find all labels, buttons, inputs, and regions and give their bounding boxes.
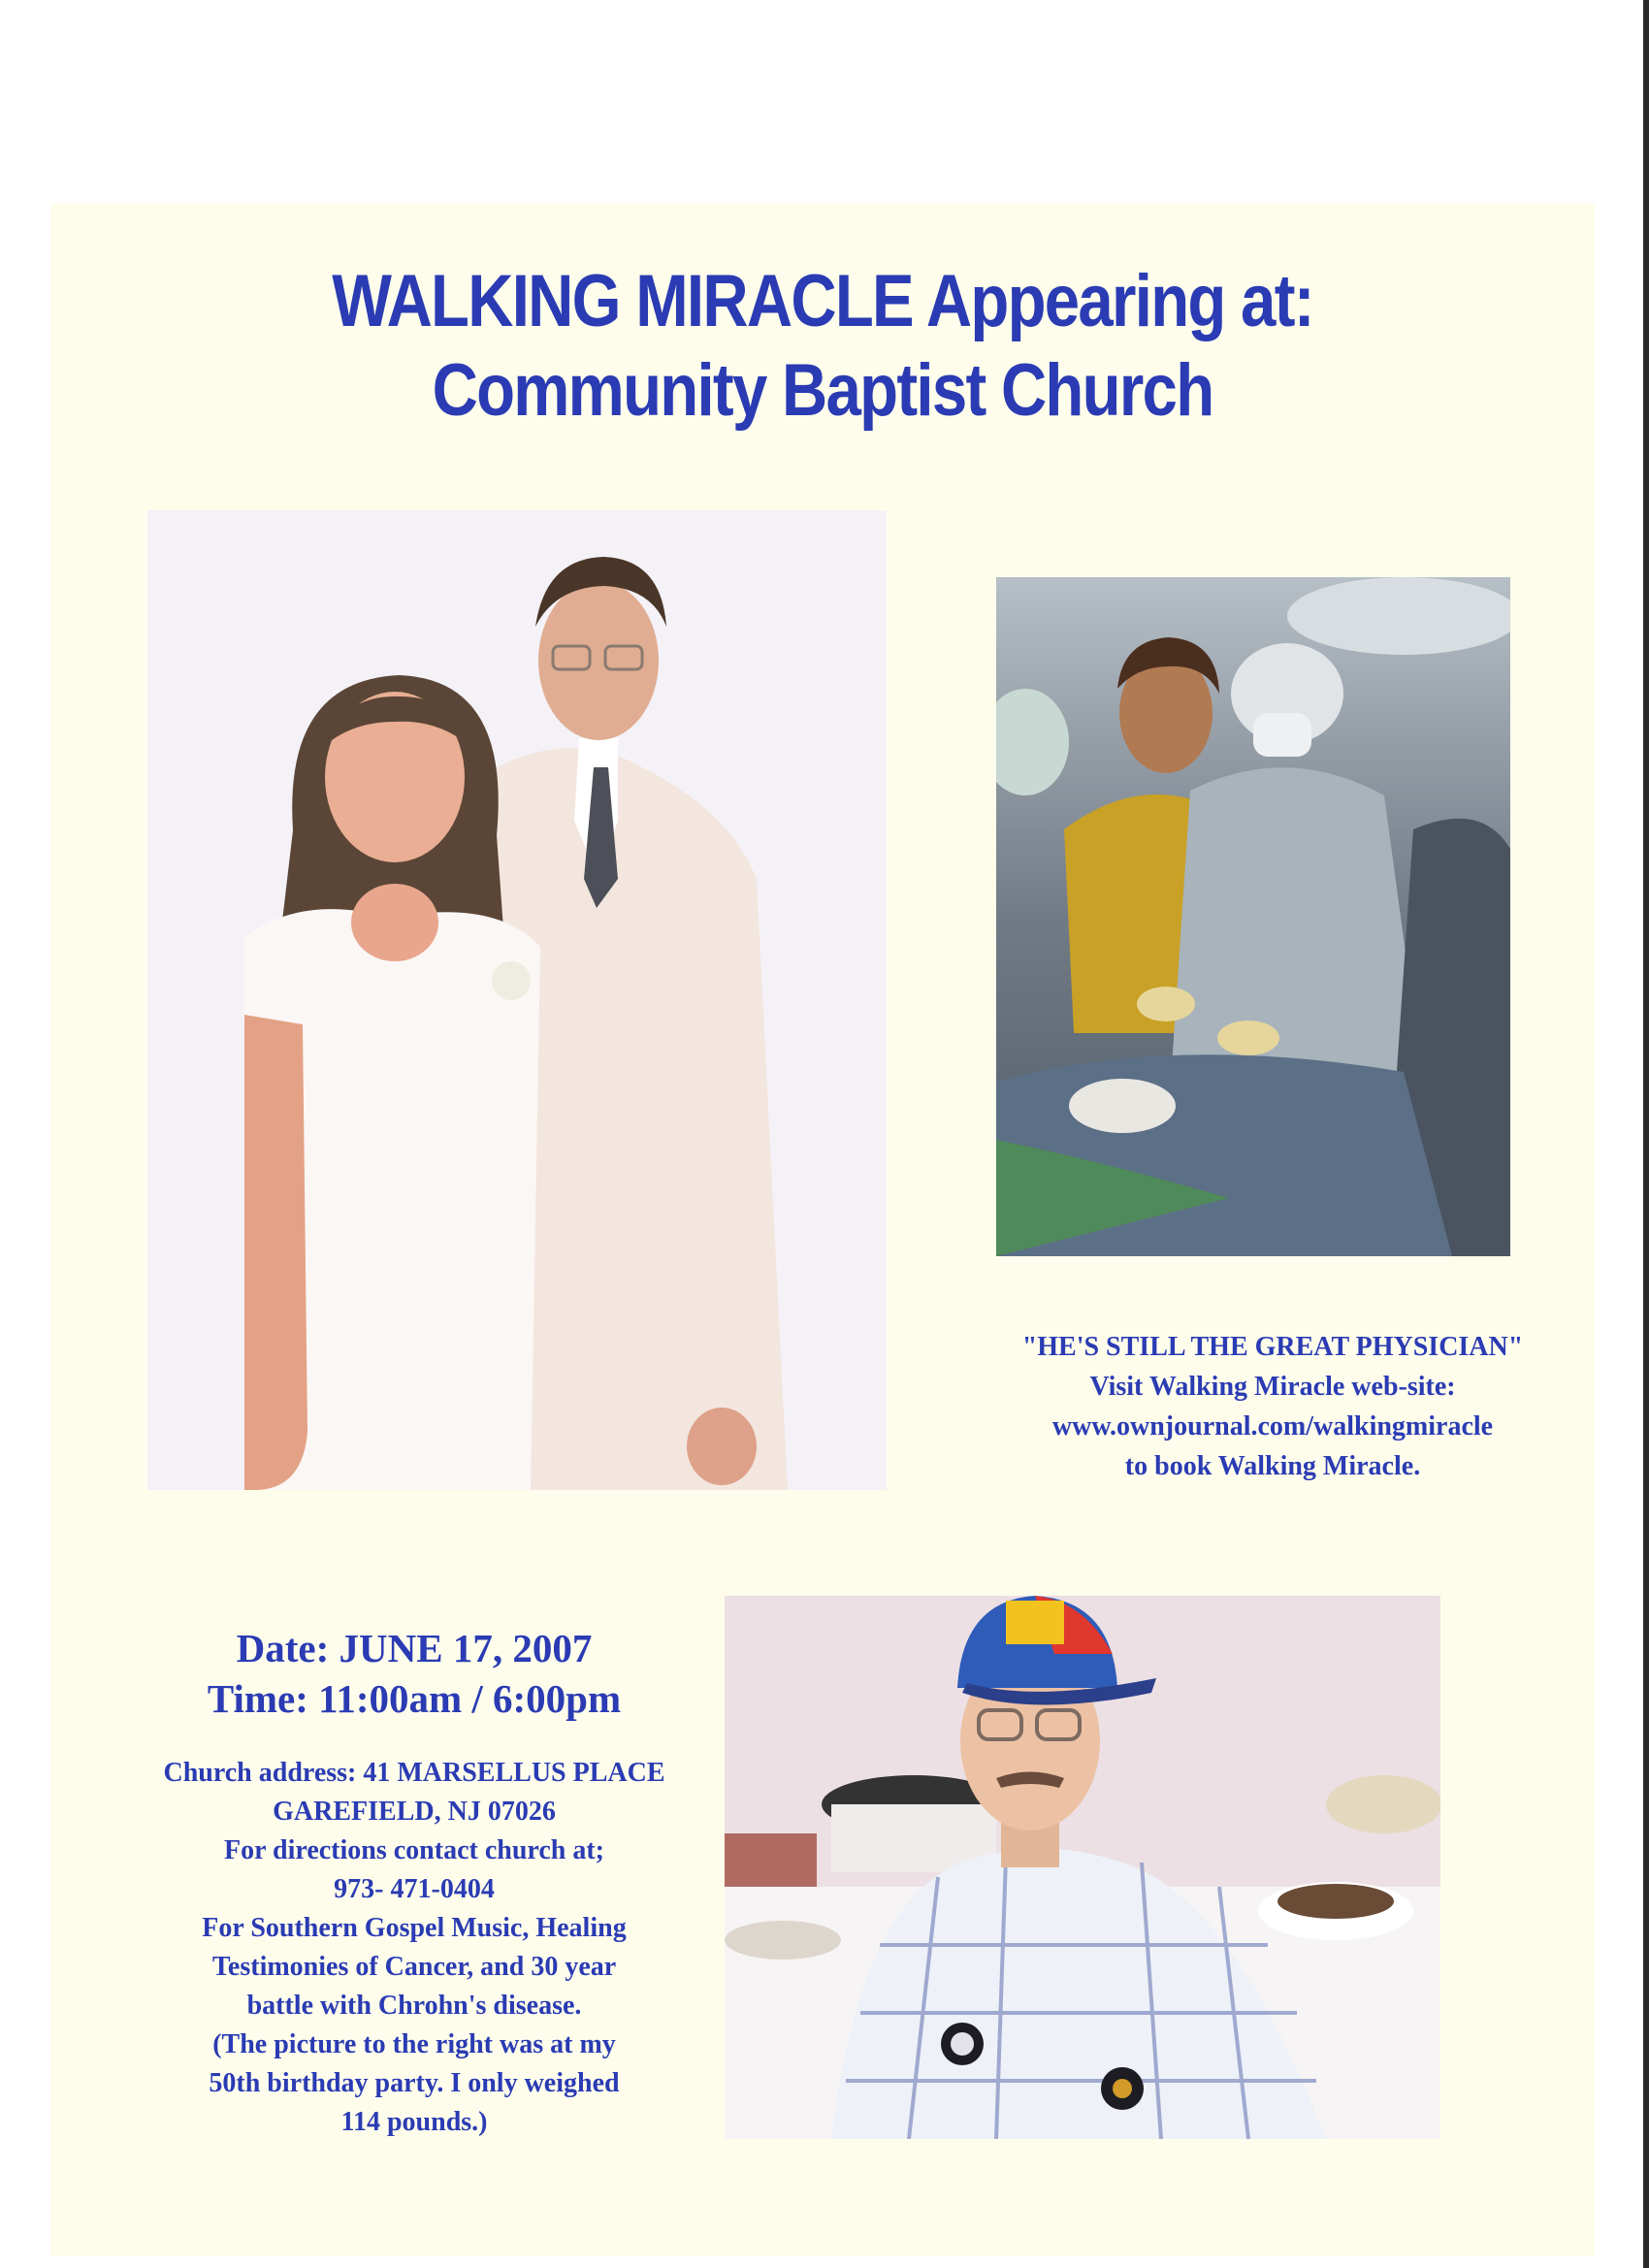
headline-line-2: Community Baptist Church [432, 349, 1213, 432]
details-line: battle with Chrohn's disease. [246, 1991, 582, 2021]
event-datetime [162, 1623, 666, 1724]
headline [158, 257, 1486, 436]
painting-caption [982, 1327, 1564, 1486]
couple-photo [147, 510, 887, 1490]
great-physician-painting [996, 577, 1510, 1256]
details-line: Testimonies of Cancer, and 30 year [211, 1952, 617, 1982]
scan-edge [1643, 0, 1649, 2268]
details-line: (The picture to the right was at my [212, 2029, 616, 2059]
headline-line-1: WALKING MIRACLE Appearing at: [332, 260, 1313, 342]
birthday-party-photo [725, 1596, 1440, 2139]
caption-title: "HE'S STILL THE GREAT PHYSICIAN" [1021, 1332, 1524, 1362]
details-line: GAREFIELD, NJ 07026 [273, 1797, 556, 1827]
details-line: 114 pounds.) [340, 2107, 488, 2137]
details-line: 50th birthday party. I only weighed [209, 2068, 620, 2098]
event-date: Date: JUNE 17, 2007 [236, 1626, 593, 1670]
caption-website: www.ownjournal.com/walkingmiracle [1051, 1411, 1494, 1442]
flyer [50, 204, 1595, 2256]
details-line: For directions contact church at; [224, 1835, 604, 1865]
event-details [157, 1754, 671, 2142]
caption-booking: to book Walking Miracle. [1124, 1451, 1421, 1481]
event-time: Time: 11:00am / 6:00pm [207, 1676, 622, 1721]
details-line: For Southern Gospel Music, Healing [202, 1913, 627, 1943]
details-line: Church address: 41 MARSELLUS PLACE [163, 1758, 665, 1788]
caption-visit: Visit Walking Miracle web-site: [1089, 1372, 1456, 1402]
details-line: 973- 471-0404 [334, 1874, 495, 1904]
